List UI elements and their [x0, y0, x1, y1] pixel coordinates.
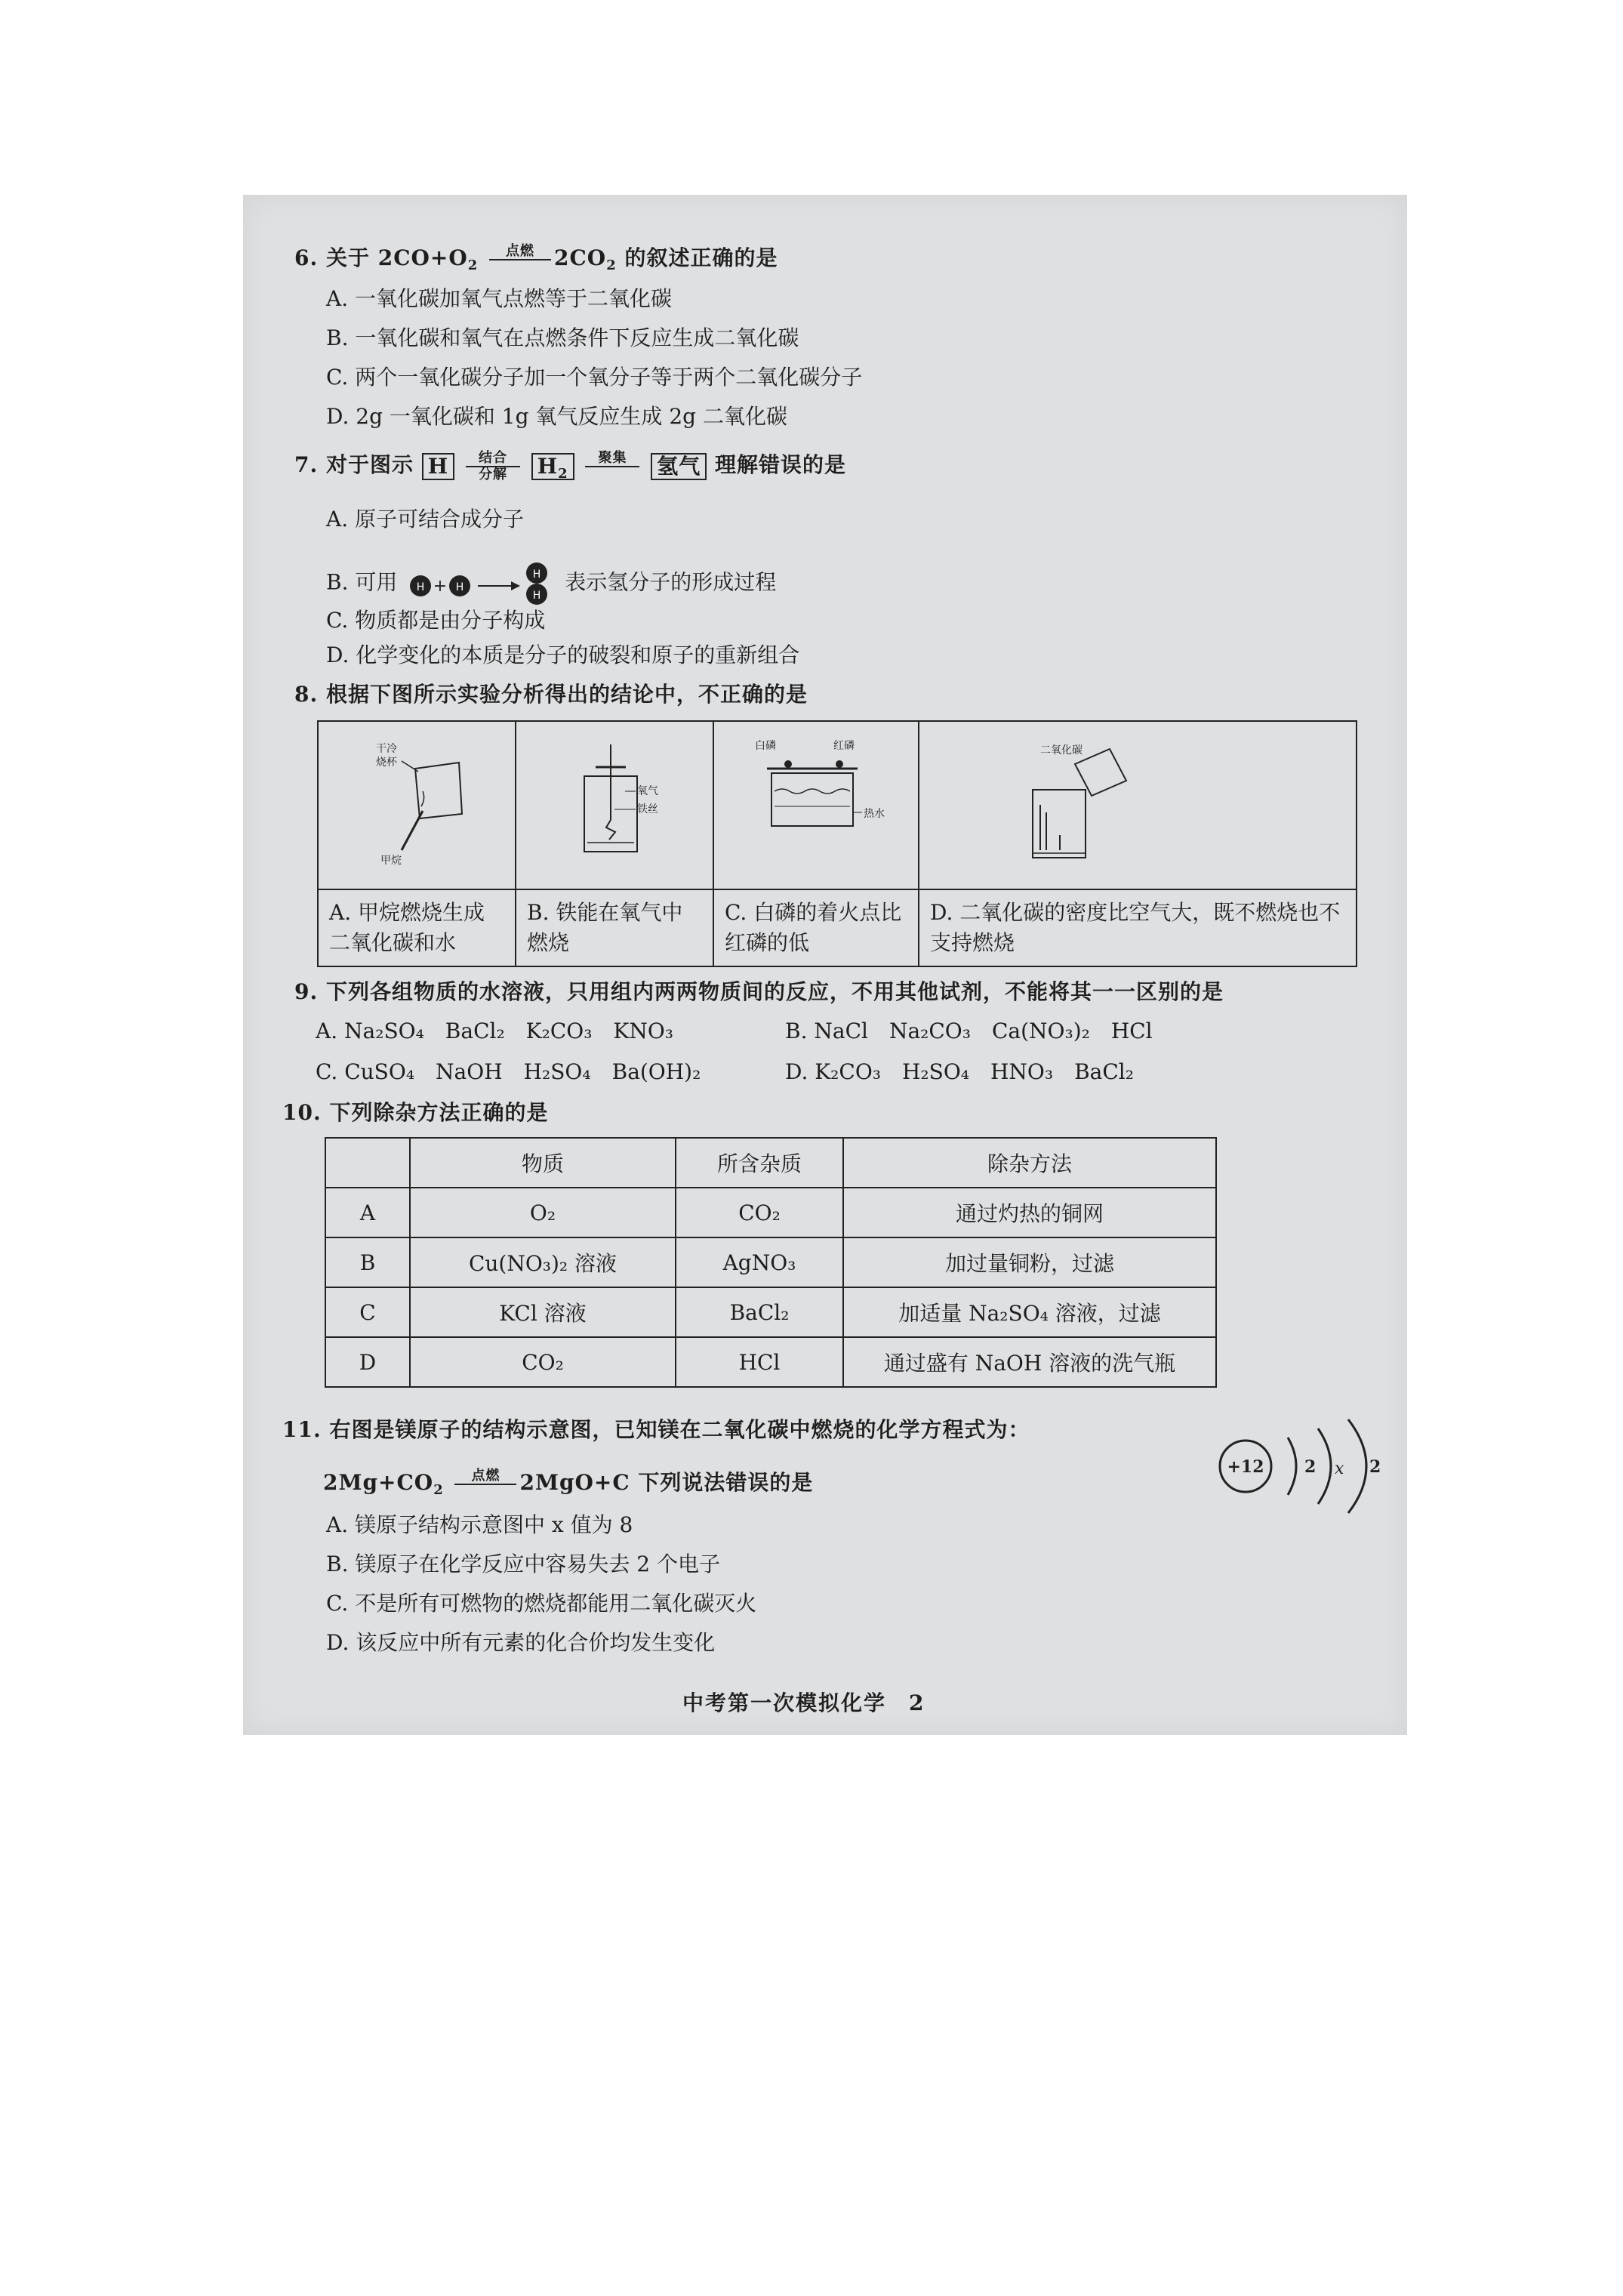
q10-header-3: 除杂方法	[843, 1138, 1216, 1188]
q6-reaction-arrow: 点燃	[486, 244, 554, 276]
q10-row-c-label: C	[325, 1287, 410, 1337]
svg-text:2: 2	[1304, 1457, 1317, 1477]
svg-text:白磷: 白磷	[755, 740, 776, 752]
q10-row-d-label: D	[325, 1337, 410, 1387]
svg-text:H: H	[533, 569, 541, 581]
svg-text:H: H	[456, 581, 464, 593]
q9-option-c: C. CuSO₄ NaOH H₂SO₄ Ba(OH)₂	[316, 1059, 701, 1084]
q11-reaction-arrow: 点燃	[451, 1469, 519, 1500]
q7-box-h2: $H_2$	[531, 453, 574, 480]
q10-row-d-substance: CO₂	[410, 1337, 676, 1387]
q11-option-b: B. 镁原子在化学反应中容易失去 2 个电子	[326, 1552, 720, 1576]
svg-text:铁丝: 铁丝	[637, 803, 658, 815]
q10-row-a-impurity: CO₂	[676, 1188, 843, 1237]
q10-header-1: 物质	[410, 1138, 676, 1188]
q7-option-d: D. 化学变化的本质是分子的破裂和原子的重新组合	[326, 643, 800, 667]
svg-text:H: H	[417, 581, 425, 593]
q11-equation: $2Mg+CO_2$ 点燃 2MgO+C 下列说法错误的是	[323, 1468, 813, 1500]
q6-option-c: C. 两个一氧化碳分子加一个氧分子等于两个二氧化碳分子	[326, 365, 863, 390]
q8-stem: 8. 根据下图所示实验分析得出的结论中，不正确的是	[294, 682, 808, 707]
q7-stem: 7. 对于图示 H 结合 分解 $H_2$ 聚集 氢气 理解错误的是	[294, 449, 846, 482]
q8-experiment-table	[317, 720, 1357, 967]
q6-option-b: B. 一氧化碳和氧气在点燃条件下反应生成二氧化碳	[326, 325, 799, 350]
svg-text:2: 2	[1369, 1457, 1381, 1477]
svg-text:+: +	[433, 577, 448, 596]
q7-option-a: A. 原子可结合成分子	[326, 507, 525, 532]
q7-option-b: B. 可用 H + H H H 表示氢分子的形成过程	[326, 559, 776, 609]
q10-row-c-impurity: BaCl₂	[676, 1287, 843, 1337]
q9-stem: 9. 下列各组物质的水溶液，只用组内两两物质间的反应，不用其他试剂，不能将其一一区别的是	[294, 979, 1224, 1004]
hydrogen-atoms-diagram	[405, 559, 556, 609]
q7-box-hydrogen: 氢气	[651, 453, 707, 480]
q9-option-a: A. Na₂SO₄ BaCl₂ K₂CO₃ KNO₃	[316, 1019, 674, 1043]
q10-header-0	[325, 1138, 410, 1188]
q8-cell-b: B. 铁能在氧气中燃烧	[516, 889, 713, 966]
q8-figure-b	[516, 721, 713, 889]
svg-text:烧杯: 烧杯	[376, 757, 397, 769]
q10-row-b-method: 加过量铜粉，过滤	[843, 1237, 1216, 1287]
q11-stem: 11. 右图是镁原子的结构示意图，已知镁在二氧化碳中燃烧的化学方程式为：	[282, 1417, 1030, 1442]
q8-cell-c: C. 白磷的着火点比红磷的低	[713, 889, 919, 966]
q10-row-c-method: 加适量 Na₂SO₄ 溶液，过滤	[843, 1287, 1216, 1337]
q10-row-b-substance: Cu(NO₃)₂ 溶液	[410, 1237, 676, 1287]
q6-option-a: A. 一氧化碳加氧气点燃等于二氧化碳	[326, 286, 673, 311]
q11-option-c: C. 不是所有可燃物的燃烧都能用二氧化碳灭火	[326, 1591, 757, 1616]
q7-arrow-1: 结合 分解	[463, 451, 523, 482]
q10-row-d-impurity: HCl	[676, 1337, 843, 1387]
q10-row-b-impurity: AgNO₃	[676, 1237, 843, 1287]
q11-option-d: D. 该反应中所有元素的化合价均发生变化	[326, 1630, 716, 1655]
q8-cell-d: D. 二氧化碳的密度比空气大，既不燃烧也不支持燃烧	[919, 889, 1357, 966]
q7-box-h: H	[422, 453, 454, 480]
q10-row-a-substance: O₂	[410, 1188, 676, 1237]
q10-row-b-label: B	[325, 1237, 410, 1287]
q10-row-a-method: 通过灼热的铜网	[843, 1188, 1216, 1237]
q8-figure-d	[919, 721, 1357, 889]
magnesium-atom-diagram	[1205, 1415, 1401, 1536]
q10-row-a-label: A	[325, 1188, 410, 1237]
page-footer: 中考第一次模拟化学 2	[682, 1690, 925, 1715]
q9-option-b: B. NaCl Na₂CO₃ Ca(NO₃)₂ HCl	[785, 1019, 1153, 1043]
q11-option-a: A. 镁原子结构示意图中 x 值为 8	[326, 1512, 633, 1537]
q10-row-c-substance: KCl 溶液	[410, 1287, 676, 1337]
q8-figure-c	[713, 721, 919, 889]
svg-text:热水: 热水	[864, 808, 885, 820]
q8-cell-a: A. 甲烷燃烧生成二氧化碳和水	[318, 889, 516, 966]
q10-stem: 10. 下列除杂方法正确的是	[282, 1100, 549, 1125]
q7-option-c: C. 物质都是由分子构成	[326, 608, 546, 633]
q6-stem: 6. 关于 $2CO+O_2$ 点燃 $2CO_2$ 的叙述正确的是	[294, 243, 778, 276]
q9-option-d: D. K₂CO₃ H₂SO₄ HNO₃ BaCl₂	[785, 1059, 1134, 1084]
svg-text:干冷: 干冷	[376, 743, 397, 755]
svg-text:二氧化碳: 二氧化碳	[1040, 744, 1083, 757]
svg-text:甲烷: 甲烷	[380, 855, 402, 867]
svg-text:红磷: 红磷	[833, 740, 855, 752]
q10-row-d-method: 通过盛有 NaOH 溶液的洗气瓶	[843, 1337, 1216, 1387]
q8-figure-a	[318, 721, 516, 889]
svg-text:氧气: 氧气	[637, 785, 658, 797]
svg-text:H: H	[533, 590, 541, 602]
q7-arrow-2: 聚集	[582, 451, 642, 482]
q10-table	[325, 1137, 1217, 1388]
q6-option-d: D. 2g 一氧化碳和 1g 氧气反应生成 2g 二氧化碳	[326, 404, 787, 429]
svg-text:+12: +12	[1227, 1457, 1264, 1477]
q10-header-2: 所含杂质	[676, 1138, 843, 1188]
svg-text:x: x	[1335, 1459, 1344, 1478]
